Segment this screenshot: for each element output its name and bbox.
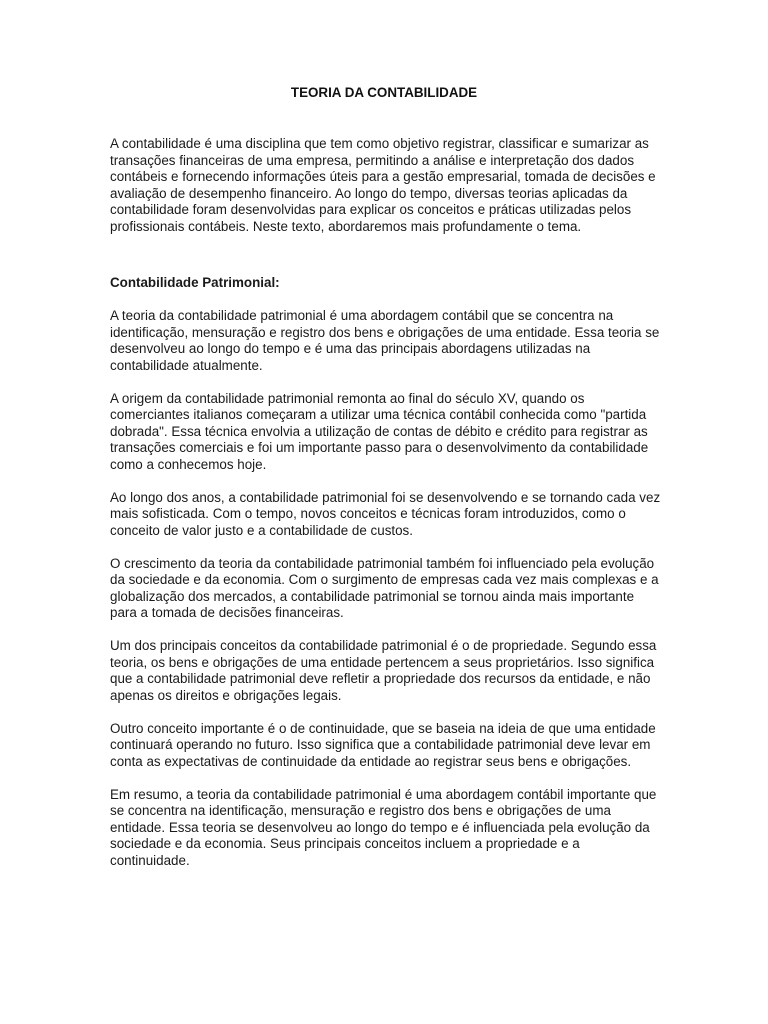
body-paragraph: A origem da contabilidade patrimonial remonta ao final do século XV, quando os comerciantes italianos começaram a utilizar uma técnica contábil conhecida como "partida dobrada". Essa técnica envolvia a utilização de contas de débito e crédito para registrar as transações comerciais e foi um importante passo para o desenvolvimento da contabilidade como a conhecemos hoje.	[110, 390, 649, 472]
section-heading: Contabilidade Patrimonial:	[110, 275, 280, 290]
body-paragraph: A teoria da contabilidade patrimonial é uma abordagem contábil que se concentra na identificação, mensuração e registro dos bens e obrigações de uma entidade. Essa teoria se desenvolveu ao longo do tempo e é uma das principais abordagens utilizadas na contabilidade atualmente.	[110, 308, 660, 373]
intro-paragraph: A contabilidade é uma disciplina que tem como objetivo registrar, classificar e sumarizar as transações financeiras de uma empresa, permitindo a análise e interpretação dos dados contábeis e fornecendo informações úteis para a gestão empresarial, tomada de decisões e avaliação de desempenho financeiro. Ao longo do tempo, diversas teorias aplicadas da contabilidade foram desenvolvidas para explicar os conceitos e práticas utilizadas pelos profissionais contábeis. Neste texto, abordaremos mais profundamente o tema.	[110, 136, 656, 234]
document-body	[110, 136, 662, 869]
body-paragraph: Outro conceito importante é o de continuidade, que se baseia na ideia de que uma entidade continuará operando no futuro. Isso significa que a contabilidade patrimonial deve levar em conta as expectativas de continuidade da entidade ao registrar seus bens e obrigações.	[110, 720, 656, 769]
body-paragraph: Um dos principais conceitos da contabilidade patrimonial é o de propriedade. Segundo essa teoria, os bens e obrigações de uma entidade pertencem a seus proprietários. Isso significa que a contabilidade patrimonial deve refletir a propriedade dos recursos da entidade, e não apenas os direitos e obrigações legais.	[110, 638, 657, 703]
document-title: TEORIA DA CONTABILIDADE	[290, 85, 478, 100]
body-paragraph: Ao longo dos anos, a contabilidade patrimonial foi se desenvolvendo e se tornando cada vez mais sofisticada. Com o tempo, novos conceitos e técnicas foram introduzidos, como o conceito de valor justo e a contabilidade de custos.	[110, 489, 661, 538]
body-paragraph: O crescimento da teoria da contabilidade patrimonial também foi influenciado pela evolução da sociedade e da economia. Com o surgimento de empresas cada vez mais complexas e a globalização dos mercados, a contabilidade patrimonial se tornou ainda mais importante para a tomada de decisões financeiras.	[110, 555, 659, 620]
body-paragraph: Em resumo, a teoria da contabilidade patrimonial é uma abordagem contábil importante que se concentra na identificação, mensuração e registro dos bens e obrigações de uma entidade. Essa teoria se desenvolveu ao longo do tempo e é influenciada pela evolução da sociedade e da economia. Seus principais conceitos incluem a propriedade e a continuidade.	[110, 786, 657, 868]
